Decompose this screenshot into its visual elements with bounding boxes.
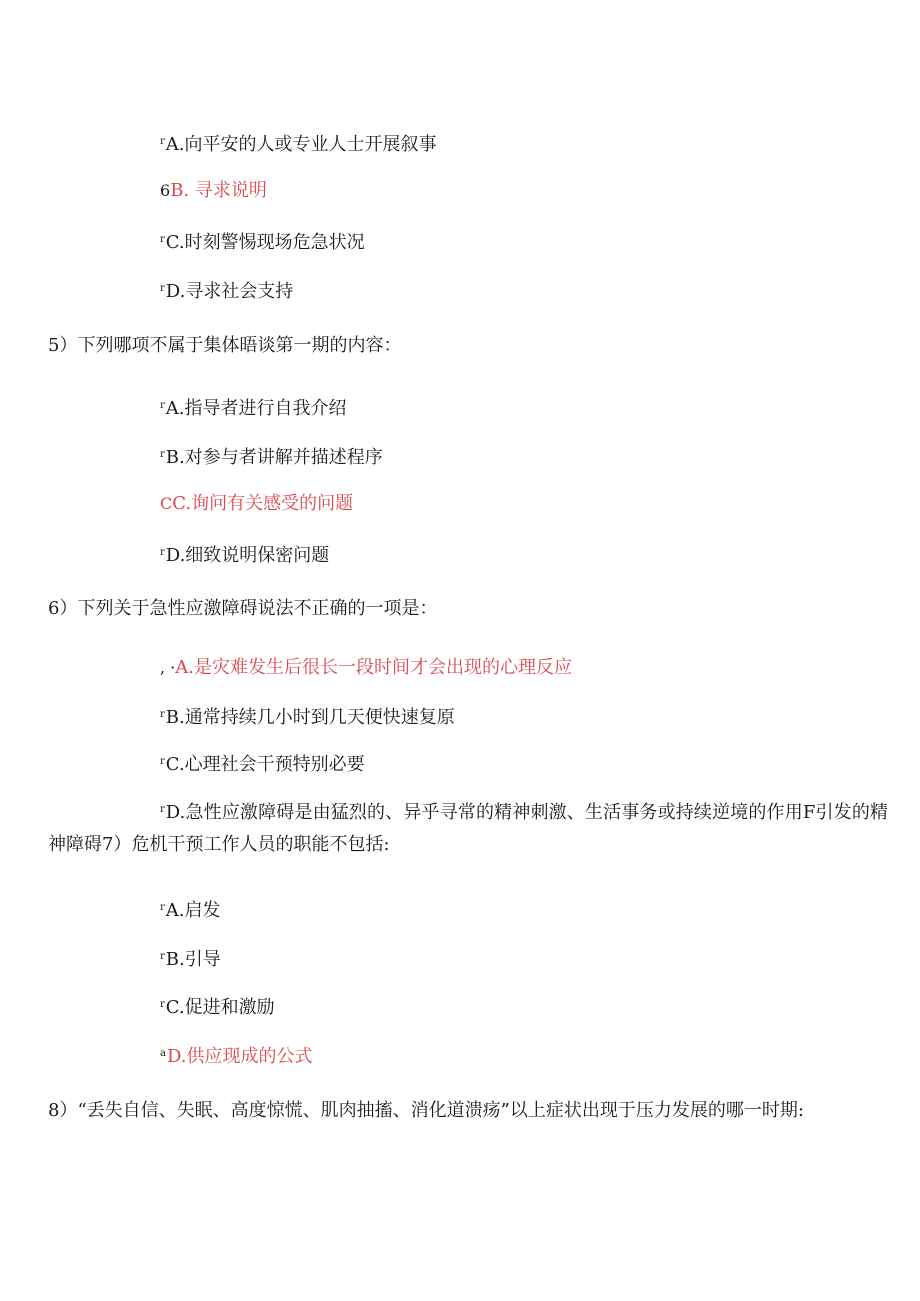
- option-marker: r: [160, 449, 165, 460]
- option-text: C.询问有关感受的问题: [172, 493, 354, 514]
- q7-option-a[interactable]: [160, 896, 221, 923]
- option-text: B. 寻求说明: [170, 180, 267, 201]
- option-text: D.供应现成的公式: [166, 1046, 313, 1067]
- q6-option-b[interactable]: [160, 703, 455, 730]
- option-marker: r: [160, 234, 165, 245]
- option-text: C.心理社会干预特别必要: [165, 754, 365, 775]
- option-text: A.指导者进行自我介绍: [165, 398, 347, 419]
- q4-option-c[interactable]: [160, 228, 365, 255]
- q7-option-d[interactable]: [160, 1042, 312, 1069]
- q5-option-a[interactable]: [160, 394, 347, 421]
- q8-question: 8）“丢失自信、失眠、高度惊慌、肌肉抽搐、消化道溃疡”以上症状出现于压力发展的哪一时期:: [48, 1100, 804, 1121]
- option-text: C.时刻警惕现场危急状况: [165, 232, 365, 253]
- q4-option-d[interactable]: [160, 277, 293, 304]
- option-marker: r: [160, 902, 165, 913]
- option-text: D.细致说明保密问题: [165, 545, 330, 566]
- q6-option-a[interactable]: [160, 656, 572, 680]
- option-text: B.通常持续几小时到几天便快速复原: [165, 707, 455, 728]
- q7-option-b[interactable]: [160, 945, 221, 972]
- option-marker: r: [160, 547, 165, 558]
- option-marker: C: [160, 494, 173, 513]
- option-text: C.促进和激励: [165, 997, 275, 1018]
- q7-option-c[interactable]: [160, 993, 275, 1020]
- q4-option-a[interactable]: [160, 130, 437, 157]
- option-marker: r: [160, 804, 165, 815]
- option-marker: r: [160, 951, 165, 962]
- option-text: B.引导: [165, 949, 221, 970]
- q4-option-b[interactable]: [160, 179, 267, 203]
- option-marker: r: [160, 283, 165, 294]
- option-marker: r: [160, 400, 165, 411]
- option-text: A.启发: [165, 900, 221, 921]
- option-marker: r: [160, 756, 165, 767]
- q5-option-b[interactable]: [160, 443, 383, 470]
- option-marker: 6: [160, 181, 171, 200]
- option-text: A.向平安的人或专业人士开展叙事: [165, 134, 437, 155]
- q6-option-c[interactable]: [160, 750, 365, 777]
- q6-option-d-and-q7-question[interactable]: [48, 794, 888, 861]
- option-marker: , ·: [160, 658, 176, 677]
- option-text: A.是灾难发生后很长一段时间才会出现的心理反应: [175, 657, 572, 678]
- q5-question: 5）下列哪项不属于集体晤谈第一期的内容：: [48, 335, 402, 356]
- q5-option-c[interactable]: [160, 492, 353, 516]
- option-marker: r: [160, 709, 165, 720]
- option-text: D.急性应激障碍是由猛烈的、异乎寻常的精神刺激、生活事务或持续逆境的作用F引发的精神障碍7）危机干预工作人员的职能不包括:: [48, 802, 888, 855]
- option-text: B.对参与者讲解并描述程序: [165, 447, 383, 468]
- option-marker: a: [160, 1048, 166, 1059]
- q6-question: 6）下列关于急性应激障碍说法不正确的一项是：: [48, 598, 438, 619]
- option-marker: r: [160, 999, 165, 1010]
- option-marker: r: [160, 136, 165, 147]
- q5-option-d[interactable]: [160, 541, 329, 568]
- option-text: D.寻求社会支持: [165, 281, 294, 302]
